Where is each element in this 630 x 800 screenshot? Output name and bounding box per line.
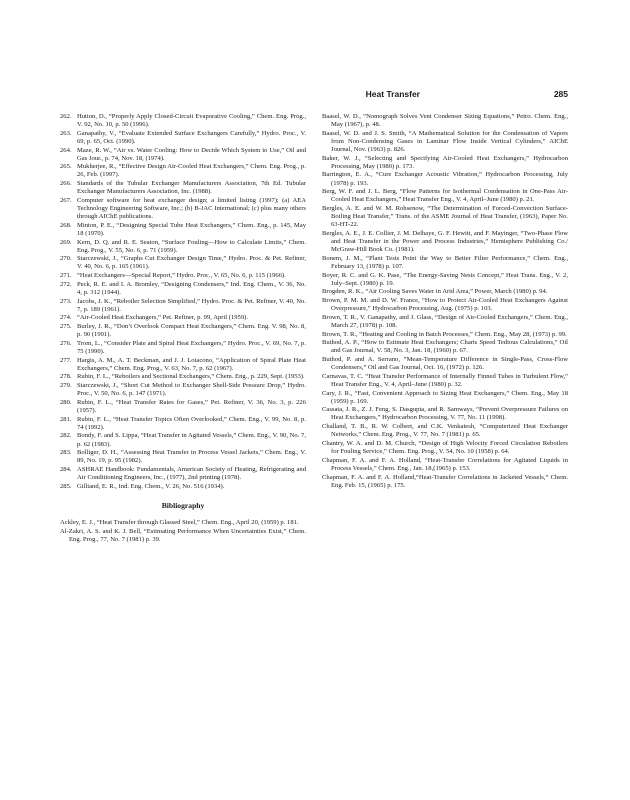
reference-number: 263. <box>60 129 72 137</box>
reference-number: 266. <box>60 180 72 188</box>
reference-number: 273. <box>60 297 72 305</box>
bibliography-entry: Chapman, F. A. and F. A. Holland, “Heat-Transfer Correlations for Agitated Liquids in Process Vessels,” Chem. Eng., Jan. 18,(1965) p. 153. <box>322 456 568 472</box>
bibliography-entry: Buthod, P. and A. Serrano, “Mean-Temperature Difference in Single-Pass, Cross-Flow Condensers,” Oil and Gas Journal, Oct. 16, (1972) p. 126. <box>322 356 568 372</box>
reference-text: Jacobs, J. K., “Reboiler Selection Simplified,” Hydro. Proc. & Pet. Refiner, V. 40, No. 7, p. 189 (1961). <box>77 297 306 313</box>
reference-text: Peck, R. E. and I. A. Bromley, “Designing Condensers,” Ind. Eng. Chem., V. 36, No. 4, p. 312 (1944). <box>77 280 306 296</box>
reference-entry <box>60 340 306 356</box>
running-header-title: Heat Transfer <box>365 89 420 99</box>
right-column <box>322 113 568 490</box>
bibliography-entry: Carnavas, T. C. “Heat Transfer Performance of Internally Finned Tubes in Turbulent Flow,” Heat Transfer Eng., V. 4, April–June (1980) p. 32. <box>322 372 568 388</box>
reference-number: 265. <box>60 163 72 171</box>
reference-text: ASHRAE Handbook: Fundamentals, American Society of Heating, Refrigerating and Air Conditioning Engineers, Inc., (1977), 2nd printing (1978). <box>77 466 306 482</box>
reference-entry <box>60 314 306 322</box>
reference-number: 272. <box>60 280 72 288</box>
bibliography-entry: Barrington, E. A., “Cure Exchanger Acoustic Vibration,” Hydrocarbon Processing, July (1978) p. 193. <box>322 171 568 187</box>
reference-number: 280. <box>60 398 72 406</box>
bibliography-heading: Bibliography <box>161 500 205 510</box>
reference-number: 282. <box>60 432 72 440</box>
reference-text: “Heat Exchangers—Special Report,” Hydro. Proc., V. 65, No. 6, p. 115 (1966). <box>77 272 286 280</box>
reference-text: Starczewski, J., “Short Cut Method to Exchanger Shell-Side Pressure Drop,” Hydro. Proc., V. 50, No. 6, p. 147 (1971). <box>77 382 306 398</box>
bibliography-entry: Ackley, E. J., “Heat Transfer through Glassed Steel,” Chem. Eng., April 20, (1959) p. 181. <box>60 518 299 526</box>
reference-entry <box>60 483 306 491</box>
reference-text: Bolliger, D. H., “Assessing Heat Transfer in Process Vessel Jackets,” Chem. Eng., V. 89, No. 19, p. 95 (1982). <box>77 449 306 465</box>
running-header <box>60 89 568 103</box>
reference-text: Gilliand, E. R., Ind. Eng. Chem., V. 26, No. 516 (1934). <box>77 482 225 490</box>
left-column <box>60 113 306 544</box>
reference-entry <box>60 382 306 398</box>
bibliography-entry: Buthod, A. P., “How to Estimate Heat Exchangers; Charts Speed Tedious Calculations,” Oil and Gas Journal, V. 58, No. 3, Jan. 18, (1960) p. 67. <box>322 339 568 355</box>
bibliography-entry: Bonem, J. M., “Plant Tests Point the Way to Better Filter Performance,” Chem. Eng., February 13, (1978) p. 107. <box>322 254 568 270</box>
reference-entry <box>60 373 306 381</box>
reference-number: 264. <box>60 146 72 154</box>
reference-text: Computer software for heat exchanger design; a limited listing (1997); (a) AEA Technology Engineering Software, Inc.; (b) B-JAC International; (c) plus many others through AIChE publications. <box>77 196 306 221</box>
reference-text: Maze, R. W., “Air vs. Water Cooling: How to Decide Which System to Use,” Oil and Gas Jour., p. 74, Nov. 18, (1974). <box>77 146 306 162</box>
page-number: 285 <box>553 89 568 99</box>
reference-entry <box>60 449 306 465</box>
reference-number: 268. <box>60 221 72 229</box>
reference-entry <box>60 298 306 314</box>
reference-text: Minton, P. E., “Designing Special Tube Heat Exchangers,” Chem. Eng., p. 145, May 18 (1970). <box>77 221 306 237</box>
reference-entry <box>60 272 306 280</box>
reference-number: 283. <box>60 449 72 457</box>
reference-entry <box>60 130 306 146</box>
bibliography-entry: Challand, T. B., R. W. Colbert, and C.K. Venkatesh, “Computerized Heat Exchanger Networks,” Chem. Eng. Prog., V. 77, No. 7 (1981) p. 65. <box>322 423 568 439</box>
bibliography-entry: Bergles, A. E., J. E. Collier, J. M. Delhaye, G. F. Hewitt, and F. Mayinger, “Two-Phase Flow and Heat Transfer in the Power and Process Industries,” Hemisphere Publishing Co./ McGraw-Hill Book Co. (1981). <box>322 229 568 254</box>
bibliography-entry: Chapman, F. A. and F. A. Holland,“Heat-Transfer Correlations in Jacketed Vessels,” Chem. Eng. Feb. 15, (1965) p. 175. <box>322 473 568 489</box>
reference-text: Burley, J. R., “Don’t Overlook Compact Heat Exchangers,” Chem. Eng. V. 98, No. 8, p. 90 (1991). <box>77 323 306 339</box>
reference-text: Starczewski, J., “Graphs Cut Exchanger Design Time,” Hydro. Proc. & Pet. Refiner, V. 40, No. 6, p. 165 (1961). <box>77 255 306 271</box>
reference-entry <box>60 399 306 415</box>
reference-text: Mukherjee, R., “Effective Design Air-Cooled Heat Exchangers,” Chem. Eng. Prog., p. 26, Feb. (1997). <box>77 163 306 179</box>
reference-number: 285. <box>60 482 72 490</box>
bibliography-entry: Berg, W. F. and J. L. Berg, “Flow Patterns for Isothermal Condensation in One-Pass Air-Cooled Heat Exchangers,” Heat Transfer Eng., V. 4, April–June (1980) p. 21. <box>322 188 568 204</box>
reference-number: 276. <box>60 339 72 347</box>
reference-entry <box>60 180 306 196</box>
reference-entry <box>60 466 306 482</box>
reference-number: 269. <box>60 238 72 246</box>
reference-text: Rubin, F. L., “Heat Transfer Rates for Gases,” Pet. Refiner, V. 36, No. 3, p. 226 (1957). <box>77 398 306 414</box>
reference-text: Hutton, D., “Properly Apply Closed-Circuit Evaporative Cooling,” Chem. Eng. Prog., V. 92, No. 10, p. 50 (1996). <box>77 113 306 129</box>
reference-number: 277. <box>60 356 72 364</box>
bibliography-entry: Brown, T. R., “Heating and Cooling in Batch Processes,” Chem. Eng., May 28, (1973) p. 99. <box>322 330 567 338</box>
reference-text: Kern, D. Q. and R. E. Seaton, “Surface Fouling—How to Calculate Limits,” Chem. Eng. Prog., V. 55, No. 6, p. 71 (1959). <box>77 238 306 254</box>
reference-number: 271. <box>60 272 72 280</box>
reference-number: 284. <box>60 466 72 473</box>
reference-number: 281. <box>60 415 72 423</box>
reference-number: 279. <box>60 382 72 390</box>
reference-text: Ganapathy, V., “Evaluate Extended Surface Exchangers Carefully,” Hydro. Proc., V. 69, p. 65, Oct. (1990). <box>77 129 306 145</box>
reference-text: Rubin, F. L., “Reboilers and Sectional Exchangers,” Chem. Eng., p. 229, Sept. (1953). <box>77 373 305 381</box>
reference-entry <box>60 197 306 221</box>
reference-entry <box>60 222 306 238</box>
bibliography-entry: Cassata, J. R., Z. J. Feng, S. Dasgupta, and R. Samways, “Prevent Overpressure Failures on Heat Exchangers,” Hydrocarbon Processing, V. 77, No. 11 (1998). <box>322 406 568 422</box>
reference-text: Bondy, F. and S. Lippa, “Heat Transfer in Agitated Vessels,” Chem. Eng., V. 90, No. 7, p. 62 (1983). <box>77 432 306 448</box>
reference-entry <box>60 323 306 339</box>
reference-text: Rubin, F. L., “Heat Transfer Topics Often Overlooked,” Chem. Eng., V. 99, No. 8, p. 74 (1992). <box>77 415 306 431</box>
reference-entry <box>60 239 306 255</box>
reference-entry <box>60 416 306 432</box>
bibliography-entry: Chantry, W. A. and D. M. Church, “Design of High Velocity Forced Circulation Reboilers for Fouling Service,” Chem. Eng. Prog., V. 54, No. 10 (1958) p. 64. <box>322 439 568 456</box>
bibliography-entry: Brown, P. M. M. and D. W. France, “How to Protect Air-Cooled Heat Exchangers Against Overpressure,” Hydrocarbon Processing, Aug. (1975) p. 103. <box>322 297 568 313</box>
reference-text: Hargis, A. M., A. T. Beckman, and J. J. Loiacono, “Application of Spiral Plate Heat Exchangers,” Chem. Eng. Prog., V. 63, No. 7, p. 62 (1967). <box>77 356 306 372</box>
reference-entry <box>60 255 306 271</box>
reference-number: 262. <box>60 113 72 120</box>
bibliography-entry: Brogden, R. K., “Air Cooling Saves Water in Arid Area,” Power, March (1980) p. 94. <box>322 288 548 296</box>
bibliography-entry: Brown, T. R., V. Ganapathy, and J. Glass, “Design of Air-Cooled Exchangers,” Chem. Eng., March 27, (1978) p. 108. <box>322 313 568 329</box>
bibliography-entry: Baasel, W. D. and J. S. Smith, “A Mathematical Solution for the Condensation of Vapors from Non-Condensing Gases in Laminar Flow Inside Vertical Cylinders,” AIChE Journal, Nov. (1963) p. 826. <box>322 129 568 153</box>
bibliography-entry: Al-Zakri, A. S. and K. J. Bell, “Estimating Performance When Uncertainties Exist,” Chem. Eng. Prog., 77, No. 7 (1981) p. 39. <box>60 527 306 543</box>
reference-number: 275. <box>60 323 72 331</box>
reference-entry <box>60 357 306 373</box>
bibliography-entry: Bergles, A. E. and W. M. Rohsenow, “The Determination of Forced-Convection Surface-Boiling Heat Transfer,” Trans. of the ASME Journal of Heat Transfer, (1963), Paper No. 63-HT-22. <box>322 205 568 229</box>
reference-entry <box>60 281 306 297</box>
reference-number: 278. <box>60 373 72 381</box>
bibliography-entry: Baasel, W. D., “Nomograph Solves Vent Condenser Sizing Equations,” Petro. Chem. Eng., May (1967), p. 48. <box>322 113 568 129</box>
reference-text: “Air-Cooled Heat Exchangers,” Pet. Refiner, p. 99, April (1959). <box>77 314 248 322</box>
reference-number: 267. <box>60 196 72 204</box>
reference-number: 270. <box>60 255 72 263</box>
bibliography-entry: Boyer, R. C. and G. K. Pase, “The Energy-Saving Nests Concept,” Heat Trans. Eng., V. 2, July–Sept. (1980) p. 19. <box>322 271 568 287</box>
reference-entry <box>60 163 306 179</box>
reference-entry <box>60 113 306 129</box>
reference-text: Trom, L., “Consider Plate and Spiral Heat Exchangers,” Hydro. Proc., V. 69, No. 7, p. 75 (1990). <box>77 339 306 355</box>
reference-entry <box>60 432 306 448</box>
bibliography-entry: Cary, J. R., “Fast, Convenient Approach to Sizing Heat Exchangers,” Chem. Eng., May 18 (1959) p. 169. <box>322 389 568 405</box>
reference-text: Standards of the Tubular Exchanger Manufacturers Association, 7th Ed. Tubular Exchanger Manufacturers Association, Inc. (1988). <box>77 180 306 196</box>
reference-entry <box>60 147 306 163</box>
reference-number: 274. <box>60 314 72 322</box>
bibliography-entry: Baker, W. J., “Selecting and Specifying Air-Cooled Heat Exchangers,” Hydrocarbon Processing, May (1980) p. 173. <box>322 154 568 170</box>
